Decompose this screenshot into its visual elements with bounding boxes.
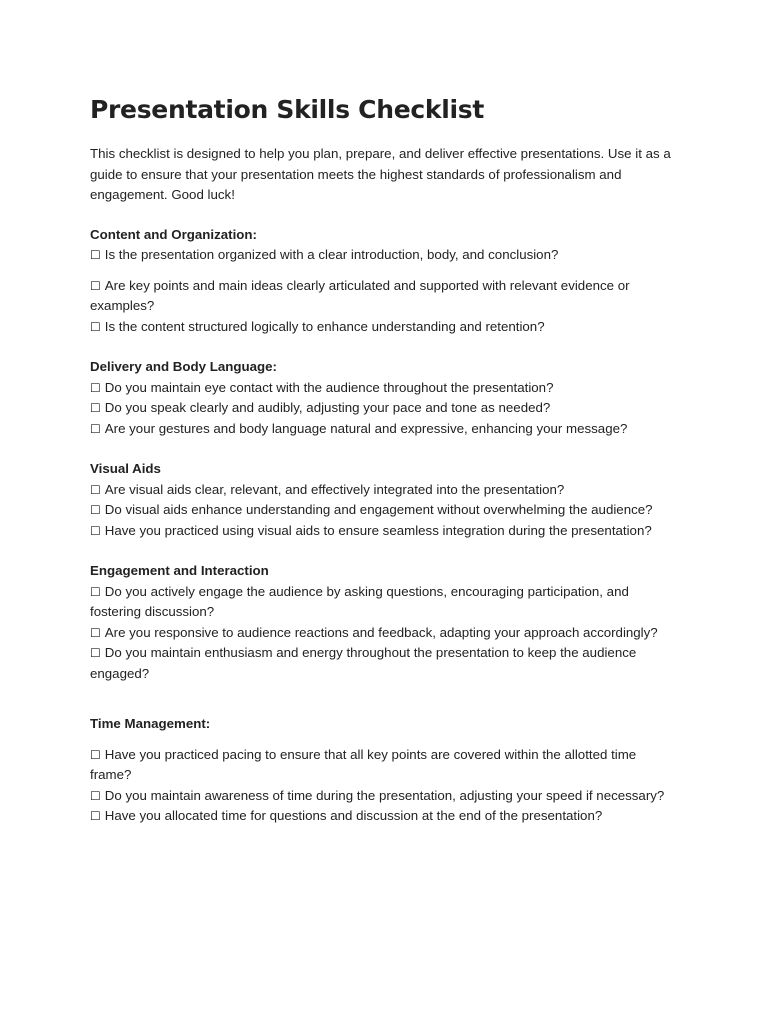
checklist (90, 480, 678, 542)
checklist-item-text: Do you maintain awareness of time during the presentation, adjusting your speed if necessary? (104, 787, 665, 803)
checklist-item-text: Have you practiced using visual aids to ensure seamless integration during the presentation? (104, 522, 652, 538)
checkbox-icon[interactable]: ☐ (90, 788, 101, 803)
checkbox-icon[interactable]: ☐ (90, 646, 101, 660)
checkbox-icon[interactable]: ☐ (90, 584, 101, 599)
checklist-item-text: Do visual aids enhance understanding and engagement without overwhelming the audience? (104, 502, 653, 517)
checklist-item-text: Do you actively engage the audience by asking questions, encouraging participation, and fostering discussion? (90, 583, 629, 619)
section-content-organization (90, 225, 678, 338)
checkbox-icon[interactable]: ☐ (90, 503, 101, 517)
checklist-item (90, 419, 678, 440)
checkbox-icon[interactable]: ☐ (90, 278, 101, 293)
checklist (90, 245, 678, 337)
checklist-item (90, 480, 678, 501)
page-title: Presentation Skills Checklist (90, 95, 484, 124)
checklist-item (90, 378, 678, 399)
checklist-item-text: Are visual aids clear, relevant, and effectively integrated into the presentation? (104, 481, 565, 497)
checkbox-icon[interactable]: ☐ (90, 319, 101, 334)
checklist-item (90, 398, 678, 419)
checklist-item (90, 745, 678, 786)
checklist-item (90, 521, 678, 542)
checklist-item (90, 245, 678, 266)
checkbox-icon[interactable]: ☐ (90, 421, 101, 436)
checklist-item (90, 276, 678, 317)
checklist (90, 745, 678, 827)
checklist-item-text: Is the presentation organized with a clear introduction, body, and conclusion? (104, 247, 559, 262)
checkbox-icon[interactable]: ☐ (90, 523, 101, 538)
checklist-item-text: Do you maintain eye contact with the audience throughout the presentation? (104, 379, 554, 395)
checklist-item-text: Do you maintain enthusiasm and energy throughout the presentation to keep the audience engaged? (90, 645, 637, 681)
checkbox-icon[interactable]: ☐ (90, 809, 101, 823)
checklist-item-text: Are key points and main ideas clearly articulated and supported with relevant evidence or examples? (90, 277, 630, 313)
checklist (90, 582, 678, 685)
section-heading: Engagement and Interaction (90, 563, 269, 578)
checklist-item (90, 500, 678, 521)
checklist-item-text: Have you allocated time for questions and discussion at the end of the presentation? (104, 808, 603, 823)
section-heading: Content and Organization: (90, 226, 257, 242)
checklist-item (90, 623, 678, 644)
checklist-item-text: Are you responsive to audience reactions and feedback, adapting your approach accordingly? (104, 624, 658, 640)
checklist-item (90, 786, 678, 807)
section-heading: Time Management: (90, 716, 211, 731)
checklist-item-text: Is the content structured logically to enhance understanding and retention? (104, 318, 545, 334)
section-heading: Delivery and Body Language: (90, 359, 277, 374)
section-engagement-interaction (90, 561, 678, 684)
checklist (90, 378, 678, 440)
checkbox-icon[interactable]: ☐ (90, 625, 101, 640)
checklist-item-text: Have you practiced pacing to ensure that all key points are covered within the allotted time frame? (90, 746, 637, 782)
section-heading: Visual Aids (90, 461, 161, 476)
checklist-item (90, 643, 678, 684)
section-time-management (90, 714, 678, 827)
checkbox-icon[interactable]: ☐ (90, 401, 101, 415)
checklist-item (90, 806, 678, 827)
checklist-item-text: Do you speak clearly and audibly, adjusting your pace and tone as needed? (104, 400, 551, 415)
intro-paragraph: This checklist is designed to help you plan, prepare, and deliver effective presentations. Use it as a guide to ensure that your presentation meets the highest standards of professionalism and engagement. Good luck! (90, 146, 671, 202)
checkbox-icon[interactable]: ☐ (90, 380, 101, 395)
section-visual-aids (90, 459, 678, 541)
checklist-item (90, 317, 678, 338)
checklist-item-text: Are your gestures and body language natural and expressive, enhancing your message? (104, 420, 628, 436)
checkbox-icon[interactable]: ☐ (90, 747, 101, 762)
section-delivery-body-language (90, 357, 678, 439)
checklist-item (90, 582, 678, 623)
checkbox-icon[interactable]: ☐ (90, 482, 101, 497)
checkbox-icon[interactable]: ☐ (90, 248, 101, 262)
